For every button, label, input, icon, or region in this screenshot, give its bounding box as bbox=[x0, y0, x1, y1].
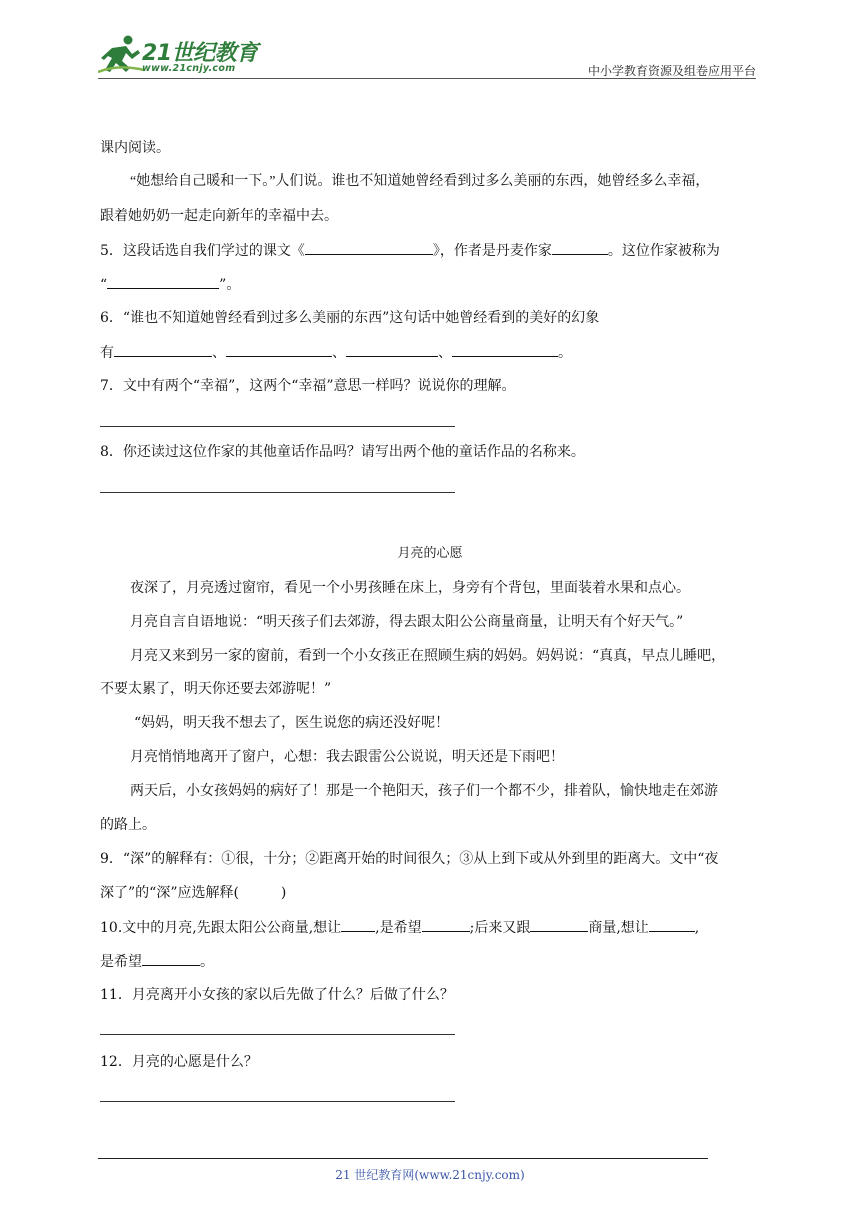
question-6-continued bbox=[100, 342, 572, 363]
page-header bbox=[98, 30, 756, 80]
platform-name: 中小学教育资源及组卷应用平台 bbox=[587, 64, 756, 78]
passage-line: 跟着她奶奶一起走向新年的幸福中去。 bbox=[100, 208, 338, 224]
question-5-continued bbox=[100, 274, 240, 295]
site-logo bbox=[98, 34, 278, 78]
question-text: 》，作者是丹麦作家 bbox=[432, 243, 552, 259]
question-text: 。 bbox=[200, 954, 214, 970]
answer-blank[interactable] bbox=[107, 274, 219, 289]
separator: 、 bbox=[212, 345, 226, 361]
passage-line: 不要太累了，明天你还要去郊游呢！” bbox=[100, 681, 332, 697]
question-9: 9．“深”的解释有：①很，十分；②距离开始的时间很久；③从上到下或从外到里的距离大。文中“夜 bbox=[100, 851, 719, 867]
passage-line: 月亮又来到另一家的窗前，看到一个小女孩正在照顾生病的妈妈。妈妈说：“真真，早点儿睡吧， bbox=[130, 648, 726, 664]
intro-text: 课内阅读。 bbox=[100, 140, 170, 156]
separator: 、 bbox=[332, 345, 346, 361]
answer-blank[interactable] bbox=[422, 917, 470, 932]
logo-title: 21世纪教育 bbox=[142, 41, 258, 66]
answer-line[interactable] bbox=[100, 426, 455, 427]
logo-url: www.21cnjy.com bbox=[142, 63, 236, 74]
answer-line[interactable] bbox=[100, 1101, 455, 1102]
answer-line[interactable] bbox=[100, 1034, 455, 1035]
passage-line: “她想给自己暖和一下。”人们说。谁也不知道她曾经看到过多么美丽的东西，她曾经多么幸福， bbox=[130, 174, 710, 189]
question-5 bbox=[100, 240, 720, 261]
separator: 、 bbox=[438, 345, 452, 361]
passage-line: 两天后，小女孩妈妈的病好了！那是一个艳阳天，孩子们一个都不少，排着队，愉快地走在郊游 bbox=[130, 783, 718, 799]
answer-blank[interactable] bbox=[552, 240, 608, 255]
question-10 bbox=[100, 917, 699, 938]
answer-blank[interactable] bbox=[114, 342, 212, 357]
answer-blank[interactable] bbox=[346, 342, 438, 357]
question-8: 8．你还读过这位作家的其他童话作品吗？请写出两个他的童话作品的名称来。 bbox=[100, 444, 585, 460]
passage-line: 的路上。 bbox=[100, 817, 156, 833]
answer-blank[interactable] bbox=[142, 951, 200, 966]
separator: 。 bbox=[558, 345, 572, 361]
question-text: 10.文中的月亮,先跟太阳公公商量,想让 bbox=[100, 920, 342, 936]
answer-blank[interactable] bbox=[305, 240, 433, 255]
passage-line: 月亮自言自语地说：“明天孩子们去郊游，得去跟太阳公公商量商量，让明天有个好天气。” bbox=[130, 614, 684, 630]
question-text: 商量,想让 bbox=[588, 920, 649, 936]
question-text: ,是希望 bbox=[375, 920, 422, 936]
question-6: 6．“谁也不知道她曾经看到过多么美丽的东西”这句话中她曾经看到的美好的幻象 bbox=[100, 310, 600, 326]
answer-blank[interactable] bbox=[530, 917, 588, 932]
question-10-continued bbox=[100, 951, 214, 972]
footer-divider bbox=[98, 1158, 708, 1159]
question-7: 7．文中有两个“幸福”，这两个“幸福”意思一样吗？说说你的理解。 bbox=[100, 378, 516, 394]
answer-blank[interactable] bbox=[341, 917, 375, 932]
question-11: 11．月亮离开小女孩的家以后先做了什么？后做了什么？ bbox=[100, 987, 454, 1003]
runner-logo-icon bbox=[98, 34, 146, 76]
answer-blank[interactable] bbox=[452, 342, 558, 357]
question-text: 5．这段话选自我们学过的课文《 bbox=[100, 243, 305, 259]
passage-line: 月亮悄悄地离开了窗户，心想：我去跟雷公公说说，明天还是下雨吧！ bbox=[130, 749, 564, 765]
answer-blank[interactable] bbox=[226, 342, 332, 357]
question-text: 有 bbox=[100, 345, 114, 361]
question-text: “ bbox=[100, 277, 108, 293]
passage-line: 夜深了，月亮透过窗帘，看见一个小男孩睡在床上，身旁有个背包，里面装着水果和点心。 bbox=[130, 580, 690, 596]
question-text: , bbox=[694, 920, 700, 936]
question-text: 是希望 bbox=[100, 954, 142, 970]
passage-title: 月亮的心愿 bbox=[397, 546, 463, 561]
question-text: 。这位作家被称为 bbox=[607, 243, 720, 259]
footer-link[interactable]: 21 世纪教育网(www.21cnjy.com) bbox=[335, 1168, 525, 1182]
question-text: ;后来又跟 bbox=[469, 920, 531, 936]
question-text: ”。 bbox=[219, 277, 241, 293]
answer-line[interactable] bbox=[100, 492, 455, 493]
passage-line: “妈妈，明天我不想去了，医生说您的病还没好呢！ bbox=[134, 715, 450, 731]
question-12: 12．月亮的心愿是什么？ bbox=[100, 1054, 258, 1070]
question-9-continued: 深了”的“深”应选解释( ) bbox=[100, 885, 287, 901]
answer-blank[interactable] bbox=[649, 917, 695, 932]
header-divider bbox=[98, 78, 756, 79]
